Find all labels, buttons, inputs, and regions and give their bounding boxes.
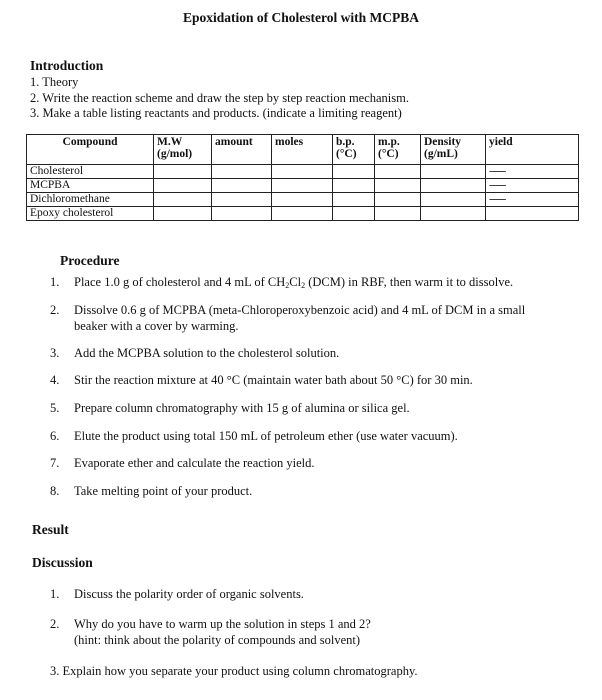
question-number: 1.: [50, 587, 60, 601]
column-header: moles: [272, 135, 333, 165]
step-number: 1.: [50, 275, 60, 289]
step-text: Stir the reaction mixture at 40 °C (maintain water bath about 50 °C) for 30 min.: [74, 373, 473, 387]
column-header: Density (g/mL): [421, 135, 486, 165]
table-cell: [375, 179, 421, 193]
procedure-step: [50, 456, 544, 472]
procedure-heading: Procedure: [60, 253, 120, 268]
procedure-step: [50, 275, 544, 291]
discussion-question: 3. Explain how you separate your product using column chromatography.: [50, 664, 418, 678]
step-number: 8.: [50, 484, 60, 498]
question-text: Why do you have to warm up the solution in steps 1 and 2? (hint: think about the polarity of compounds and solvent): [74, 617, 371, 647]
discussion-question: [50, 617, 554, 648]
step-number: 5.: [50, 401, 60, 415]
step-text: Place 1.0 g of cholesterol and 4 mL of $CH_2Cl_2$ (DCM) in RBF, then warm it to dissolve.: [74, 275, 514, 290]
procedure-step: [50, 484, 544, 500]
table-cell: [272, 179, 333, 193]
table-cell: [421, 207, 486, 221]
table-cell: [333, 193, 375, 207]
table-cell: [333, 179, 375, 193]
table-cell: [212, 179, 272, 193]
table-cell: [375, 207, 421, 221]
introduction-item: 2. Write the reaction scheme and draw the step by step reaction mechanism.: [30, 90, 409, 105]
procedure-step: [50, 429, 544, 445]
column-header: m.p. (°C): [375, 135, 421, 165]
table-row: [27, 207, 579, 221]
step-text: Dissolve 0.6 g of MCPBA (meta-Chloroperoxybenzoic acid) and 4 mL of DCM in a small beaker with a cover by warming.: [74, 303, 526, 333]
table-cell: [212, 193, 272, 207]
table-cell: [333, 165, 375, 179]
step-number: 7.: [50, 456, 60, 470]
step-number: 4.: [50, 373, 60, 387]
discussion-heading: Discussion: [32, 555, 93, 570]
column-header: amount: [212, 135, 272, 165]
procedure-step: [50, 303, 544, 334]
table-cell: [375, 165, 421, 179]
table-cell: [154, 179, 212, 193]
question-number: 2.: [50, 617, 60, 631]
column-header: b.p. (°C): [333, 135, 375, 165]
table-cell: [421, 165, 486, 179]
table-row: [27, 165, 579, 179]
question-text: Discuss the polarity order of organic solvents.: [74, 587, 304, 601]
procedure-step: [50, 401, 544, 417]
column-header: Compound: [27, 135, 154, 165]
step-number: 6.: [50, 429, 60, 443]
table-cell: [421, 179, 486, 193]
table-cell: [272, 207, 333, 221]
step-text: Prepare column chromatography with 15 g of alumina or silica gel.: [74, 401, 410, 415]
table-cell: [375, 193, 421, 207]
step-text: Elute the product using total 150 mL of petroleum ether (use water vacuum).: [74, 429, 458, 443]
introduction-heading: Introduction: [30, 58, 104, 73]
step-number: 3.: [50, 346, 60, 360]
procedure-step: [50, 373, 544, 389]
table-cell: [333, 207, 375, 221]
introduction-item: 3. Make a table listing reactants and products. (indicate a limiting reagent): [30, 106, 402, 120]
table-cell: [421, 193, 486, 207]
column-header: yield: [486, 135, 579, 165]
table-cell: [154, 207, 212, 221]
step-number: 2.: [50, 303, 60, 317]
table-cell: MCPBA: [27, 179, 154, 193]
step-text: Add the MCPBA solution to the cholesterol solution.: [74, 346, 340, 360]
table-cell: Dichloromethane: [27, 193, 154, 207]
step-text: Evaporate ether and calculate the reaction yield.: [74, 456, 315, 470]
table-row: [27, 179, 579, 193]
page-title: Epoxidation of Cholesterol with MCPBA: [182, 10, 419, 25]
table-cell: -------: [486, 193, 579, 207]
table-cell: [486, 207, 579, 221]
table-cell: [272, 165, 333, 179]
step-text: Take melting point of your product.: [74, 484, 253, 498]
introduction-item: 1. Theory: [30, 75, 79, 89]
table-cell: Epoxy cholesterol: [27, 207, 154, 221]
table-cell: [212, 165, 272, 179]
column-header: M.W (g/mol): [154, 135, 212, 165]
table-cell: [212, 207, 272, 221]
introduction-list: [30, 75, 409, 122]
table-cell: -------: [486, 179, 579, 193]
table-cell: -------: [486, 165, 579, 179]
result-heading: Result: [32, 522, 69, 537]
discussion-question: [50, 587, 554, 603]
table-cell: Cholesterol: [27, 165, 154, 179]
table-cell: [154, 193, 212, 207]
table-row: [27, 193, 579, 207]
procedure-step: [50, 346, 544, 362]
table-cell: [272, 193, 333, 207]
reactants-table: [26, 134, 579, 221]
table-header-row: [27, 135, 579, 165]
table-cell: [154, 165, 212, 179]
